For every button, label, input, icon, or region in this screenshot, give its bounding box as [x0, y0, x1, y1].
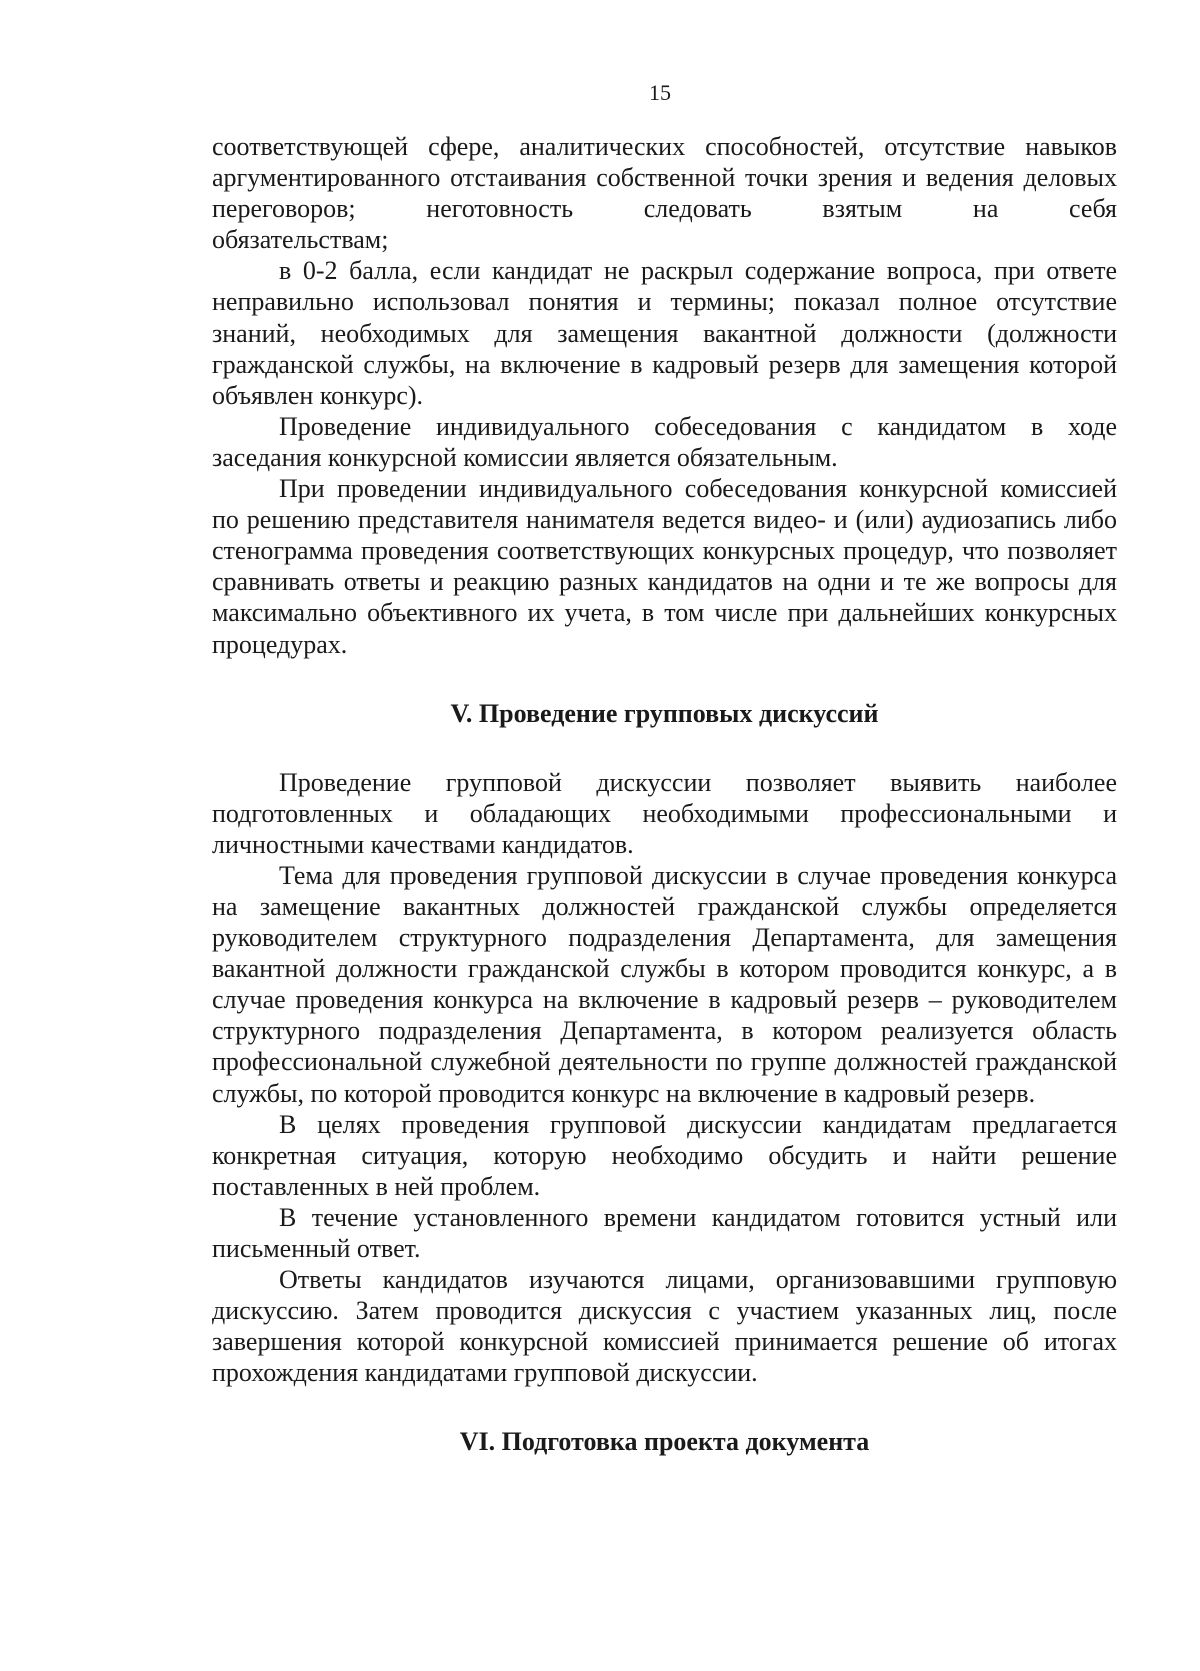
paragraph-discussion-situation: В целях проведения групповой дискуссии кандидатам предлагается конкретная ситуация, которую необходимо обсудить и найти решение поставленных в ней проблем.	[212, 1109, 1117, 1201]
paragraph-discussion-answer: В течение установленного времени кандидатом готовится устный или письменный ответ.	[212, 1202, 1117, 1263]
paragraph-continuation: соответствующей сфере, аналитических способностей, отсутствие навыков аргументированного отстаивания собственной точки зрения и ведения деловых переговоров; неготовность следовать взятым на себя	[212, 132, 1117, 224]
paragraph-discussion-decision: Ответы кандидатов изучаются лицами, организовавшими групповую дискуссию. Затем проводится дискуссия с участием указанных лиц, после завершения которой конкурсной комиссией принимается решение об итогах прохождения кандидатами групповой дискуссии.	[212, 1265, 1117, 1388]
paragraph-discussion-topic: Тема для проведения групповой дискуссии в случае проведения конкурса на замещение вакантных должностей гражданской службы определяется руководителем структурного подразделения Департамента, для замещения вакантной должности гражданской службы в котором проводится конкурс, а в случае проведения конкурса на включение в кадровый резерв – руководителем структурного подразделения Департамента, в котором реализуется область профессиональной служебной деятельности по группе должностей гражданской службы, по которой проводится конкурс на включение в кадровый резерв.	[212, 860, 1117, 1108]
paragraph-continuation-end: обязательствам;	[212, 225, 389, 255]
section-heading-vi: VI. Подготовка проекта документа	[459, 1427, 870, 1457]
paragraph-score-0-2: в 0-2 балла, если кандидат не раскрыл содержание вопроса, при ответе неправильно использовал понятия и термины; показал полное отсутствие знаний, необходимых для замещения вакантной должности (должности гражданской службы, на включение в кадровый резерв для замещения которой объявлен конкурс).	[212, 256, 1117, 410]
paragraph-interview-mandatory: Проведение индивидуального собеседования с кандидатом в ходе заседания конкурсной комиссии является обязательным.	[212, 411, 1117, 472]
page-number: 15	[649, 80, 671, 105]
section-heading-v: V. Проведение групповых дискуссий	[450, 698, 879, 728]
paragraph-discussion-purpose: Проведение групповой дискуссии позволяет выявить наиболее подготовленных и обладающих необходимыми профессиональными и личностными качествами кандидатов.	[212, 767, 1117, 859]
paragraph-interview-recording: При проведении индивидуального собеседования конкурсной комиссией по решению представителя нанимателя ведется видео- и (или) аудиозапись либо стенограмма проведения соответствующих конкурсных процедур, что позволяет сравнивать ответы и реакцию разных кандидатов на одни и те же вопросы для максимально объективного их учета, в том числе при дальнейших конкурсных процедурах.	[212, 474, 1117, 659]
document-body	[212, 131, 1117, 1457]
